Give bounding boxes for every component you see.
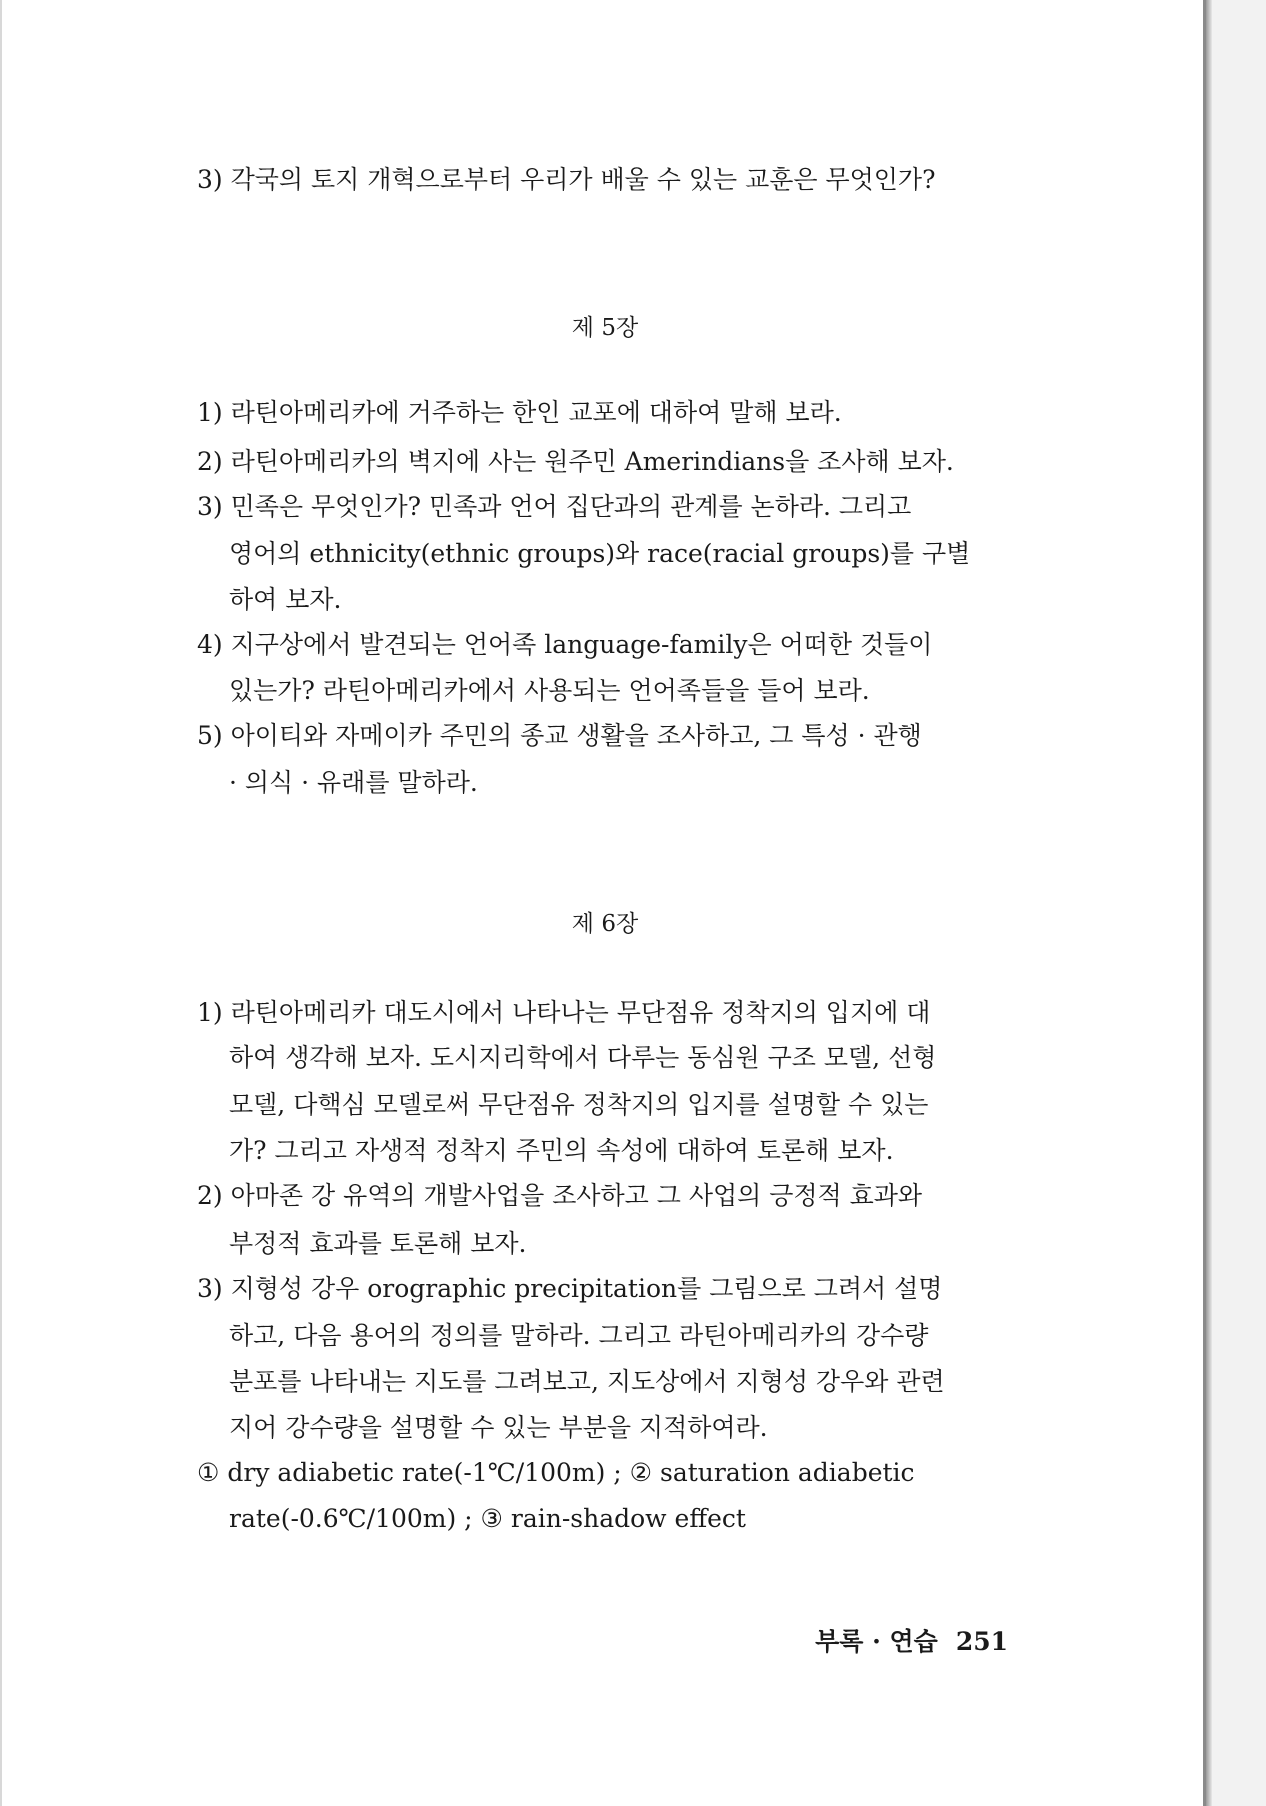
ch6-question-3-terms-cont: rate(-0.6℃/100m) ; ③ rain-shadow effect bbox=[229, 1504, 746, 1533]
ch5-question-3: 3) 민족은 무엇인가? 민족과 언어 집단과의 관계를 논하라. 그리고 bbox=[197, 492, 912, 521]
ch6-question-3-cont-2: 분포를 나타내는 지도를 그려보고, 지도상에서 지형성 강우와 관련 bbox=[229, 1367, 945, 1396]
ch5-question-4: 4) 지구상에서 발견되는 언어족 language-family은 어떠한 것들이 bbox=[197, 630, 933, 659]
ch4-question-3: 3) 각국의 토지 개혁으로부터 우리가 배울 수 있는 교훈은 무엇인가? bbox=[197, 165, 936, 194]
ch5-question-3-cont-2: 하여 보자. bbox=[229, 585, 342, 614]
ch6-question-1-cont-1: 하여 생각해 보자. 도시지리학에서 다루는 동심원 구조 모델, 선형 bbox=[229, 1043, 937, 1072]
ch6-question-3-terms: ① dry adiabetic rate(-1℃/100m) ; ② saturation adiabetic bbox=[197, 1458, 915, 1487]
chapter-5-heading: 제 5장 bbox=[571, 315, 639, 341]
ch5-question-5: 5) 아이티와 자메이카 주민의 종교 생활을 조사하고, 그 특성 · 관행 bbox=[197, 721, 922, 750]
ch6-question-3-cont-3: 지어 강수량을 설명할 수 있는 부분을 지적하여라. bbox=[229, 1413, 768, 1442]
ch5-question-1: 1) 라틴아메리카에 거주하는 한인 교포에 대하여 말해 보라. bbox=[197, 398, 842, 427]
ch5-question-5-cont: · 의식 · 유래를 말하라. bbox=[229, 768, 478, 797]
ch6-question-1: 1) 라틴아메리카 대도시에서 나타나는 무단점유 정착지의 입지에 대 bbox=[197, 998, 931, 1027]
ch6-question-2: 2) 아마존 강 유역의 개발사업을 조사하고 그 사업의 긍정적 효과와 bbox=[197, 1181, 923, 1210]
ch6-question-3: 3) 지형성 강우 orographic precipitation를 그림으로 그려서 설명 bbox=[197, 1274, 943, 1303]
ch5-question-3-cont-1: 영어의 ethnicity(ethnic groups)와 race(racial groups)를 구별 bbox=[229, 539, 971, 568]
ch6-question-1-cont-3: 가? 그리고 자생적 정착지 주민의 속성에 대하여 토론해 보자. bbox=[229, 1136, 894, 1165]
ch5-question-2: 2) 라틴아메리카의 벽지에 사는 원주민 Amerindians을 조사해 보자. bbox=[197, 447, 954, 476]
ch5-question-4-cont: 있는가? 라틴아메리카에서 사용되는 언어족들을 들어 보라. bbox=[229, 676, 870, 705]
ch6-question-3-cont-1: 하고, 다음 용어의 정의를 말하라. 그리고 라틴아메리카의 강수량 bbox=[229, 1321, 929, 1350]
page-number: 251 bbox=[955, 1627, 1008, 1656]
page-edge-shadow bbox=[1206, 0, 1212, 1806]
ch6-question-1-cont-2: 모델, 다핵심 모델로써 무단점유 정착지의 입지를 설명할 수 있는 bbox=[229, 1090, 929, 1119]
footer-section-label: 부록 · 연습 bbox=[815, 1627, 938, 1656]
ch6-question-2-cont: 부정적 효과를 토론해 보자. bbox=[229, 1229, 527, 1258]
page-footer bbox=[815, 1625, 1008, 1659]
chapter-6-heading: 제 6장 bbox=[571, 911, 639, 937]
